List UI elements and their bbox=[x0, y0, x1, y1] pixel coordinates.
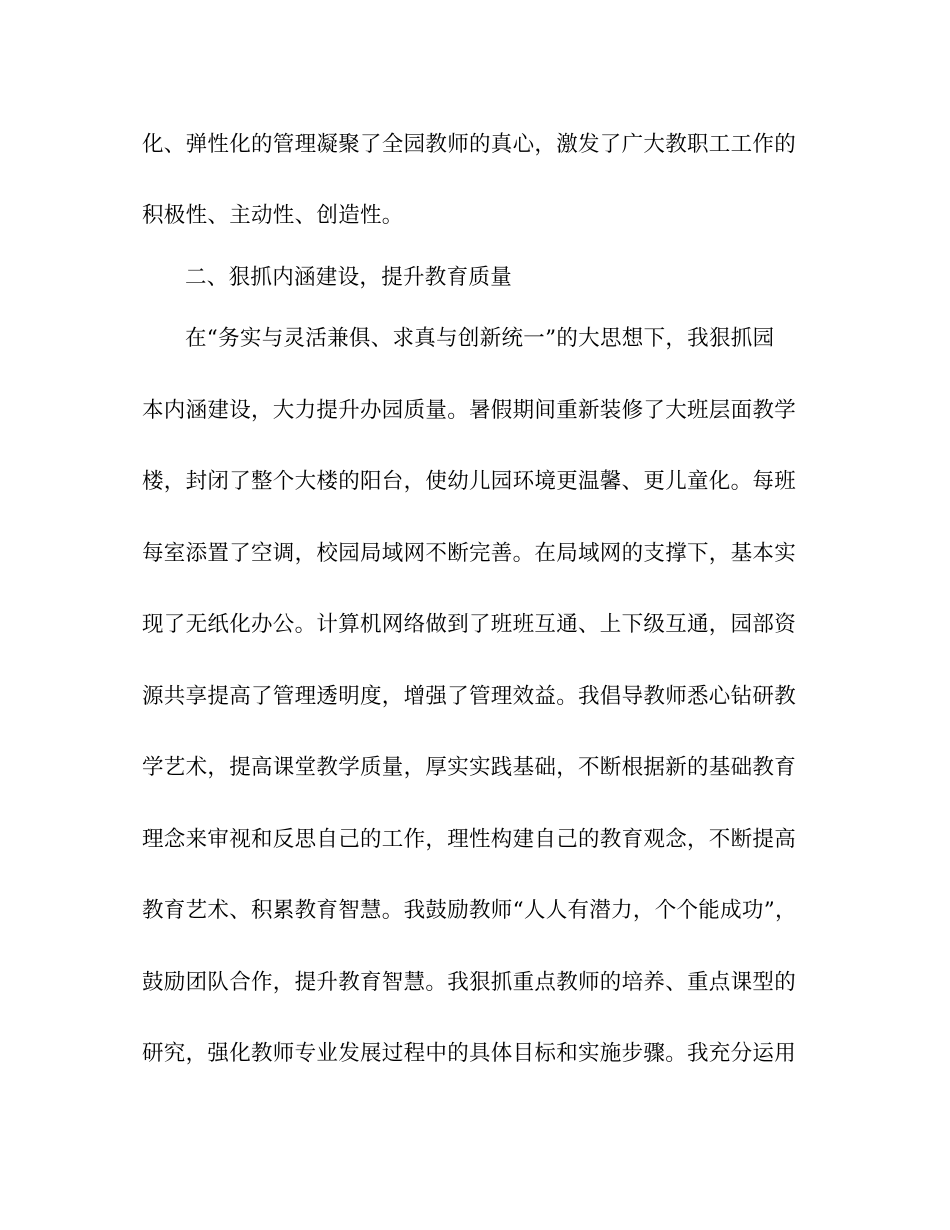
text-line: 源共享提高了管理透明度，增强了管理效益。我倡导教师悉心钻研教 bbox=[142, 684, 797, 709]
text-line: 在“务实与灵活兼俱、求真与创新统一”的大思想下，我狠抓园 bbox=[185, 326, 775, 351]
text-line: 楼，封闭了整个大楼的阳台，使幼儿园环境更温馨、更儿童化。每班 bbox=[142, 469, 797, 494]
text-line: 积极性、主动性、创造性。 bbox=[142, 203, 404, 228]
text-line: 化、弹性化的管理凝聚了全园教师的真心，激发了广大教职工工作的 bbox=[142, 132, 797, 157]
text-line: 现了无纸化办公。计算机网络做到了班班互通、上下级互通，园部资 bbox=[142, 612, 797, 637]
text-line: 教育艺术、积累教育智慧。我鼓励教师“人人有潜力，个个能成功”， bbox=[142, 898, 797, 923]
text-line: 每室添置了空调，校园局域网不断完善。在局域网的支撑下，基本实 bbox=[142, 541, 797, 566]
text-line: 学艺术，提高课堂教学质量，厚实实践基础，不断根据新的基础教育 bbox=[142, 755, 797, 780]
section-heading: 二、狠抓内涵建设，提升教育质量 bbox=[185, 265, 513, 290]
text-line: 鼓励团队合作，提升教育智慧。我狠抓重点教师的培养、重点课型的 bbox=[142, 970, 797, 995]
text-line: 研究，强化教师专业发展过程中的具体目标和实施步骤。我充分运用 bbox=[142, 1041, 797, 1066]
text-line: 本内涵建设，大力提升办园质量。暑假期间重新装修了大班层面教学 bbox=[142, 398, 797, 423]
text-line: 理念来审视和反思自己的工作，理性构建自己的教育观念，不断提高 bbox=[142, 827, 797, 852]
